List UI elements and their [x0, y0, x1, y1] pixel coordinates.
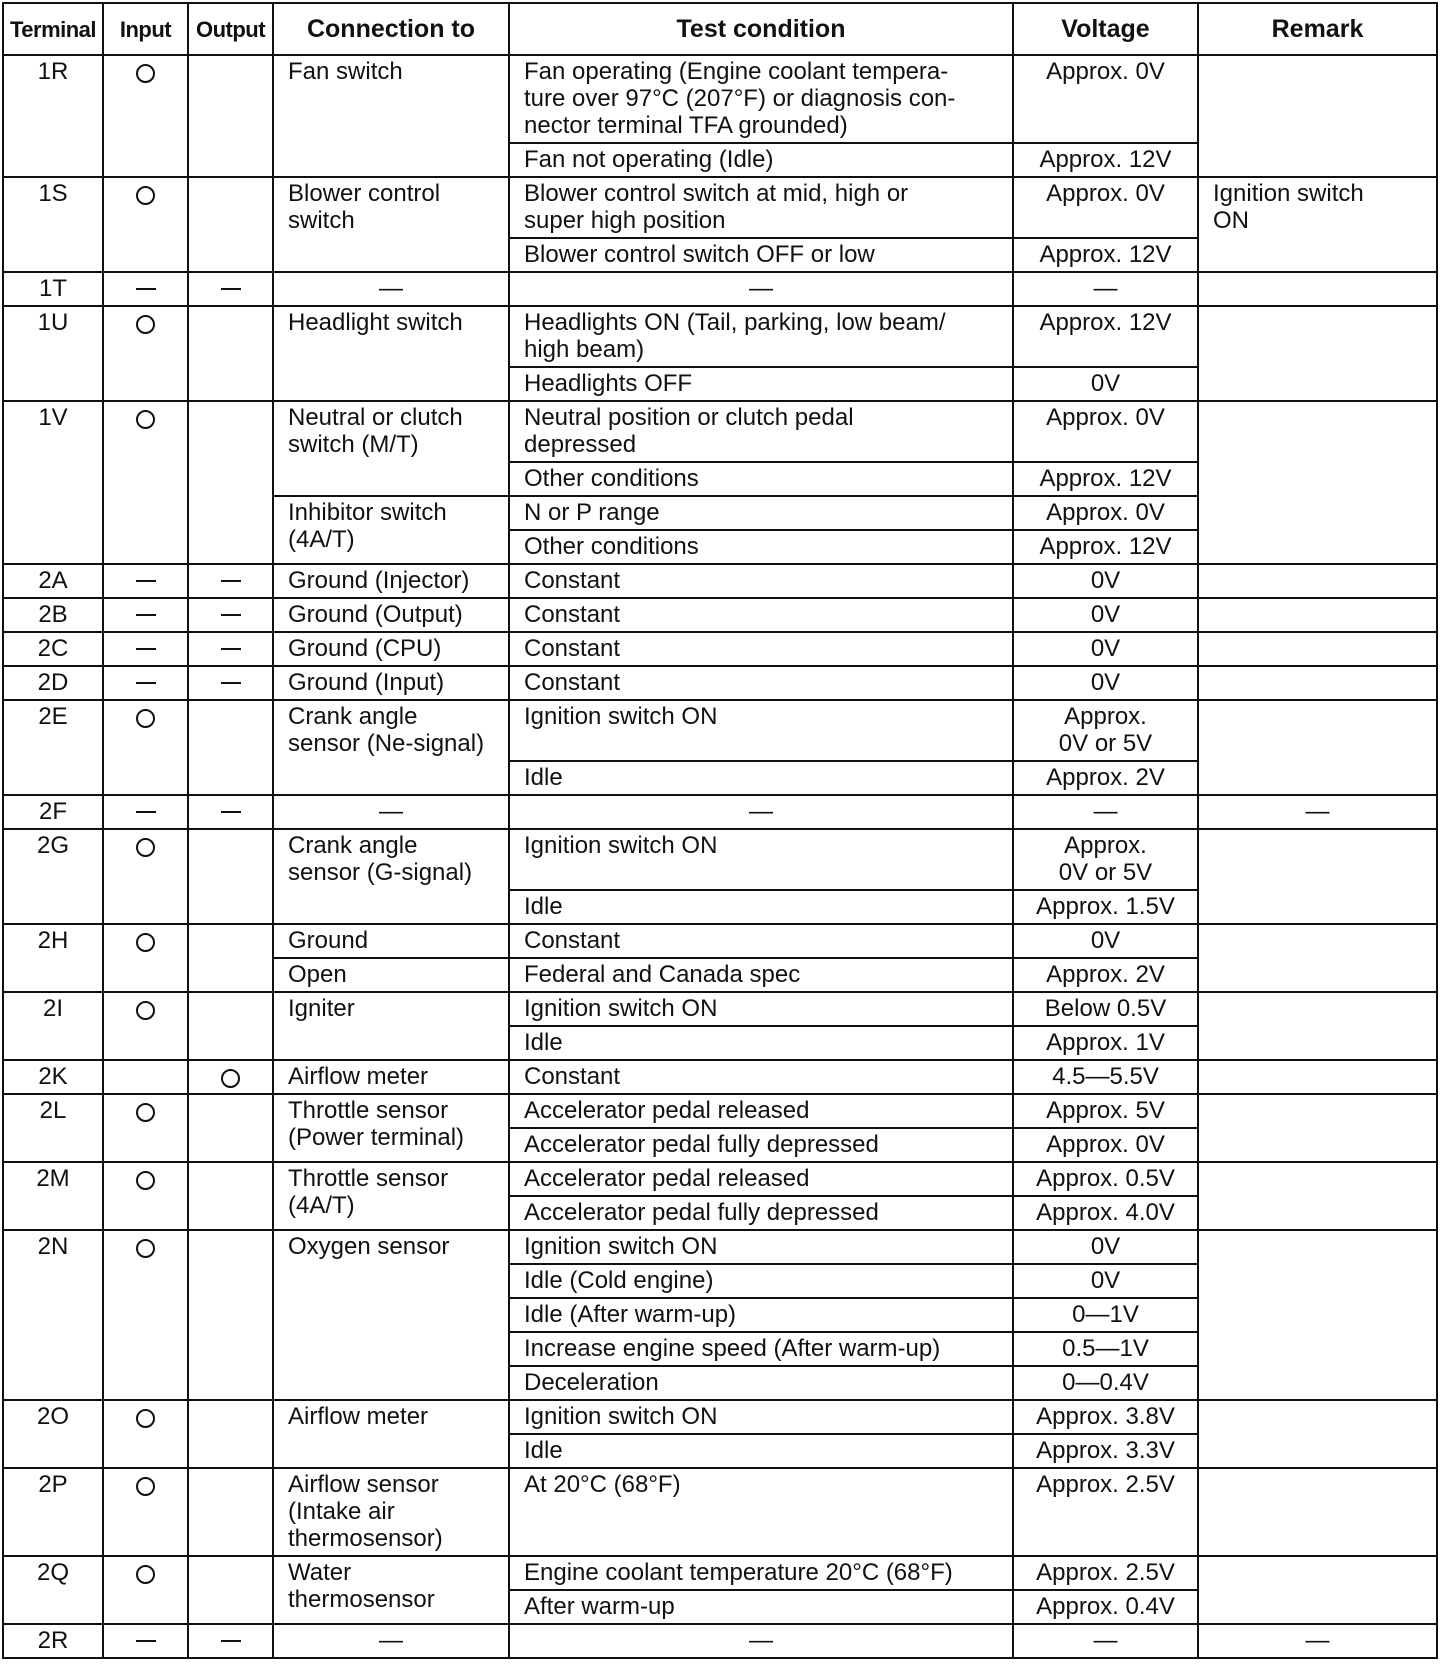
voltage-cell: Approx. 0V [1013, 496, 1198, 530]
terminal-cell: 1R [3, 55, 103, 177]
output-cell [188, 1556, 273, 1624]
remark-cell: — [1198, 1624, 1437, 1658]
table-row [3, 306, 1437, 367]
connection-cell [273, 1556, 509, 1624]
output-dash [221, 682, 241, 684]
output-cell [188, 1060, 273, 1094]
table-row [3, 700, 1437, 761]
header-terminal: Terminal [3, 3, 103, 55]
voltage-cell: Approx. 2V [1013, 958, 1198, 992]
table-row [3, 1230, 1437, 1264]
table-row [3, 1400, 1437, 1434]
remark-cell [1198, 632, 1437, 666]
output-cell [188, 564, 273, 598]
remark-cell [1198, 564, 1437, 598]
test-condition-cell: Accelerator pedal released [509, 1162, 1013, 1196]
terminal-cell: 2K [3, 1060, 103, 1094]
test-condition-cell [509, 306, 1013, 367]
connection-line: Inhibitor switch [288, 499, 447, 526]
test-condition-cell: Accelerator pedal fully depressed [509, 1128, 1013, 1162]
table-row [3, 272, 1437, 306]
voltage-cell: Approx. 12V [1013, 462, 1198, 496]
connection-line: Blower control [288, 180, 441, 207]
input-mark [136, 709, 155, 728]
input-cell [103, 992, 188, 1060]
terminal-cell: 2Q [3, 1556, 103, 1624]
input-cell [103, 924, 188, 992]
output-cell [188, 632, 273, 666]
terminal-cell: 2F [3, 795, 103, 829]
input-mark [136, 64, 155, 83]
connection-line: switch (M/T) [288, 431, 419, 458]
input-mark [136, 1565, 155, 1584]
connection-cell: Ground (Output) [273, 598, 509, 632]
output-cell [188, 177, 273, 272]
input-mark [136, 1103, 155, 1122]
connection-cell: Igniter [273, 992, 509, 1060]
table-row [3, 1060, 1437, 1094]
voltage-cell: 0V [1013, 598, 1198, 632]
test-condition-cell: Constant [509, 666, 1013, 700]
connection-cell [273, 829, 509, 924]
connection-cell: Open [273, 958, 509, 992]
connection-cell: Oxygen sensor [273, 1230, 509, 1400]
connection-cell [273, 1468, 509, 1556]
remark-line: ON [1213, 207, 1249, 234]
voltage-cell: Approx. 0V [1013, 401, 1198, 462]
header-voltage: Voltage [1013, 3, 1198, 55]
terminal-cell: 2H [3, 924, 103, 992]
test-condition-cell: Accelerator pedal released [509, 1094, 1013, 1128]
input-dash [136, 580, 156, 582]
input-cell [103, 401, 188, 564]
connection-cell: Airflow meter [273, 1400, 509, 1468]
voltage-cell: — [1013, 272, 1198, 306]
input-cell [103, 1468, 188, 1556]
connection-line: Throttle sensor [288, 1097, 449, 1124]
test-condition-cell: Constant [509, 564, 1013, 598]
voltage-cell: Approx. 2.5V [1013, 1556, 1198, 1590]
test-condition-cell: Idle [509, 761, 1013, 795]
table-row [3, 177, 1437, 238]
test-condition-cell: Idle (Cold engine) [509, 1264, 1013, 1298]
test-condition-cell: Increase engine speed (After warm-up) [509, 1332, 1013, 1366]
terminal-cell: 2G [3, 829, 103, 924]
input-dash [136, 648, 156, 650]
input-mark [136, 1239, 155, 1258]
table-row [3, 632, 1437, 666]
voltage-cell: Approx. 0.5V [1013, 1162, 1198, 1196]
connection-line: sensor (G-signal) [288, 859, 473, 886]
voltage-cell: 0V [1013, 564, 1198, 598]
test-condition-cell: Ignition switch ON [509, 992, 1013, 1026]
output-mark [221, 1069, 240, 1088]
voltage-cell: Approx. 2.5V [1013, 1468, 1198, 1556]
remark-cell [1198, 700, 1437, 795]
test-condition-line: Neutral position or clutch pedal [524, 404, 854, 431]
input-mark [136, 410, 155, 429]
voltage-cell: 0V [1013, 1264, 1198, 1298]
table-row [3, 1624, 1437, 1658]
voltage-cell: 0V [1013, 666, 1198, 700]
voltage-cell: Approx. 3.8V [1013, 1400, 1198, 1434]
input-dash [136, 1640, 156, 1642]
voltage-line: Approx. [1064, 832, 1147, 859]
input-mark [136, 1409, 155, 1428]
connection-cell: Ground (Injector) [273, 564, 509, 598]
table-row [3, 1468, 1437, 1556]
voltage-line: Approx. [1064, 703, 1147, 730]
output-cell [188, 829, 273, 924]
test-condition-cell: Fan not operating (Idle) [509, 143, 1013, 177]
input-cell [103, 666, 188, 700]
remark-cell [1198, 666, 1437, 700]
output-cell [188, 401, 273, 564]
test-condition-cell: Accelerator pedal fully depressed [509, 1196, 1013, 1230]
test-condition-line: depressed [524, 431, 637, 458]
terminal-cell: 2I [3, 992, 103, 1060]
remark-cell [1198, 1162, 1437, 1230]
output-cell [188, 795, 273, 829]
output-cell [188, 1624, 273, 1658]
remark-cell [1198, 306, 1437, 401]
input-mark [136, 933, 155, 952]
terminal-cell: 2C [3, 632, 103, 666]
terminal-cell: 2E [3, 700, 103, 795]
test-condition-line: super high position [524, 207, 726, 234]
connection-line: Airflow sensor [288, 1471, 439, 1498]
terminal-cell: 1T [3, 272, 103, 306]
test-condition-cell: Other conditions [509, 462, 1013, 496]
test-condition-cell: Ignition switch ON [509, 829, 1013, 890]
output-cell [188, 666, 273, 700]
connection-line: Water [288, 1559, 352, 1586]
output-cell [188, 55, 273, 177]
table-row [3, 564, 1437, 598]
remark-cell [1198, 829, 1437, 924]
test-condition-cell [509, 401, 1013, 462]
voltage-cell: — [1013, 1624, 1198, 1658]
output-dash [221, 648, 241, 650]
remark-cell [1198, 924, 1437, 992]
test-condition-cell: Idle [509, 890, 1013, 924]
output-cell [188, 1230, 273, 1400]
terminal-cell: 1V [3, 401, 103, 564]
test-condition-line: nector terminal TFA grounded) [524, 112, 848, 139]
voltage-line: 0V or 5V [1058, 859, 1153, 886]
test-condition-cell: Deceleration [509, 1366, 1013, 1400]
connection-cell [273, 1094, 509, 1162]
input-dash [136, 811, 156, 813]
voltage-cell [1013, 829, 1198, 890]
test-condition-cell: At 20°C (68°F) [509, 1468, 1013, 1556]
remark-cell [1198, 1556, 1437, 1624]
input-mark [136, 838, 155, 857]
input-cell [103, 564, 188, 598]
terminal-cell: 2M [3, 1162, 103, 1230]
output-dash [221, 1640, 241, 1642]
voltage-cell: Approx. 2V [1013, 761, 1198, 795]
test-condition-cell: Headlights OFF [509, 367, 1013, 401]
terminal-voltage-table [2, 2, 1438, 1659]
test-condition-cell: Idle [509, 1434, 1013, 1468]
input-dash [136, 288, 156, 290]
test-condition-cell [509, 177, 1013, 238]
header-remark: Remark [1198, 3, 1437, 55]
output-dash [221, 580, 241, 582]
connection-line: thermosensor) [288, 1525, 443, 1552]
voltage-cell: Approx. 12V [1013, 143, 1198, 177]
input-cell [103, 272, 188, 306]
terminal-cell: 2A [3, 564, 103, 598]
input-cell [103, 1400, 188, 1468]
voltage-cell: Approx. 0V [1013, 177, 1198, 238]
test-condition-cell: Engine coolant temperature 20°C (68°F) [509, 1556, 1013, 1590]
terminal-cell: 2O [3, 1400, 103, 1468]
terminal-cell: 1S [3, 177, 103, 272]
voltage-cell: Approx. 1.5V [1013, 890, 1198, 924]
output-dash [221, 288, 241, 290]
voltage-cell: Approx. 5V [1013, 1094, 1198, 1128]
terminal-cell: 1U [3, 306, 103, 401]
test-condition-cell [509, 55, 1013, 143]
input-cell [103, 1162, 188, 1230]
test-condition-cell: After warm-up [509, 1590, 1013, 1624]
test-condition-cell: Constant [509, 1060, 1013, 1094]
terminal-cell: 2D [3, 666, 103, 700]
table-row [3, 401, 1437, 462]
test-condition-line: Blower control switch at mid, high or [524, 180, 909, 207]
test-condition-cell: Ignition switch ON [509, 1230, 1013, 1264]
test-condition-cell: Idle [509, 1026, 1013, 1060]
connection-cell: — [273, 1624, 509, 1658]
table-row [3, 795, 1437, 829]
connection-cell: Airflow meter [273, 1060, 509, 1094]
input-cell [103, 177, 188, 272]
remark-cell [1198, 1468, 1437, 1556]
header-connection: Connection to [273, 3, 509, 55]
test-condition-cell: N or P range [509, 496, 1013, 530]
connection-line: (4A/T) [288, 526, 355, 553]
voltage-cell: — [1013, 795, 1198, 829]
voltage-cell: 0V [1013, 367, 1198, 401]
output-cell [188, 598, 273, 632]
voltage-cell: Approx. 0V [1013, 1128, 1198, 1162]
header-output: Output [188, 3, 273, 55]
connection-cell: Ground (CPU) [273, 632, 509, 666]
table-row [3, 55, 1437, 143]
header-test-condition: Test condition [509, 3, 1013, 55]
remark-cell: — [1198, 795, 1437, 829]
input-cell [103, 829, 188, 924]
test-condition-cell: Blower control switch OFF or low [509, 238, 1013, 272]
table-row [3, 829, 1437, 890]
table-row [3, 666, 1437, 700]
connection-cell [273, 1162, 509, 1230]
table-row [3, 1556, 1437, 1590]
test-condition-cell: Ignition switch ON [509, 700, 1013, 761]
connection-line: Throttle sensor [288, 1165, 449, 1192]
voltage-cell [1013, 700, 1198, 761]
remark-cell [1198, 177, 1437, 272]
remark-line: Ignition switch [1213, 180, 1364, 207]
remark-cell [1198, 401, 1437, 564]
input-cell [103, 55, 188, 177]
terminal-voltage-sheet [2, 2, 1436, 1670]
connection-cell: Ground (Input) [273, 666, 509, 700]
test-condition-cell: Other conditions [509, 530, 1013, 564]
test-condition-line: Headlights ON (Tail, parking, low beam/ [524, 309, 946, 336]
voltage-cell: 0V [1013, 1230, 1198, 1264]
terminal-cell: 2N [3, 1230, 103, 1400]
connection-line: switch [288, 207, 355, 234]
connection-cell [273, 700, 509, 795]
output-cell [188, 924, 273, 992]
remark-cell [1198, 55, 1437, 177]
connection-cell: Fan switch [273, 55, 509, 177]
output-cell [188, 306, 273, 401]
output-cell [188, 1094, 273, 1162]
input-dash [136, 682, 156, 684]
remark-cell [1198, 1060, 1437, 1094]
connection-cell [273, 177, 509, 272]
connection-line: (Power terminal) [288, 1124, 465, 1151]
input-cell [103, 1060, 188, 1094]
input-cell [103, 1230, 188, 1400]
voltage-cell: 4.5—5.5V [1013, 1060, 1198, 1094]
test-condition-cell: — [509, 795, 1013, 829]
voltage-cell: Approx. 12V [1013, 530, 1198, 564]
output-cell [188, 700, 273, 795]
input-cell [103, 1556, 188, 1624]
output-dash [221, 614, 241, 616]
test-condition-cell: Constant [509, 598, 1013, 632]
connection-line: (Intake air [288, 1498, 395, 1525]
input-cell [103, 795, 188, 829]
test-condition-cell: — [509, 1624, 1013, 1658]
connection-cell [273, 496, 509, 564]
voltage-cell: 0.5—1V [1013, 1332, 1198, 1366]
input-mark [136, 1171, 155, 1190]
input-mark [136, 315, 155, 334]
voltage-cell: Approx. 0.4V [1013, 1590, 1198, 1624]
voltage-cell: 0V [1013, 924, 1198, 958]
input-cell [103, 632, 188, 666]
voltage-cell: Approx. 0V [1013, 55, 1198, 143]
terminal-cell: 2L [3, 1094, 103, 1162]
connection-cell: — [273, 272, 509, 306]
test-condition-cell: Ignition switch ON [509, 1400, 1013, 1434]
input-mark [136, 1477, 155, 1496]
header-row [3, 3, 1437, 55]
terminal-cell: 2P [3, 1468, 103, 1556]
test-condition-line: high beam) [524, 336, 645, 363]
output-cell [188, 1162, 273, 1230]
voltage-cell: Approx. 1V [1013, 1026, 1198, 1060]
remark-cell [1198, 1400, 1437, 1468]
terminal-cell: 2R [3, 1624, 103, 1658]
voltage-cell: 0—1V [1013, 1298, 1198, 1332]
table-row [3, 1094, 1437, 1128]
terminal-cell: 2B [3, 598, 103, 632]
remark-cell [1198, 1230, 1437, 1400]
input-cell [103, 1624, 188, 1658]
voltage-line: 0V or 5V [1058, 730, 1153, 757]
test-condition-line: Fan operating (Engine coolant tempera- [524, 58, 949, 85]
connection-line: Crank angle [288, 703, 418, 730]
connection-line: (4A/T) [288, 1192, 355, 1219]
test-condition-cell: — [509, 272, 1013, 306]
remark-cell [1198, 992, 1437, 1060]
voltage-cell: Approx. 4.0V [1013, 1196, 1198, 1230]
remark-cell [1198, 1094, 1437, 1162]
table-row [3, 1162, 1437, 1196]
connection-line: sensor (Ne-signal) [288, 730, 485, 757]
input-cell [103, 700, 188, 795]
test-condition-cell: Constant [509, 924, 1013, 958]
voltage-cell: Approx. 12V [1013, 306, 1198, 367]
remark-cell [1198, 272, 1437, 306]
input-cell [103, 1094, 188, 1162]
connection-line: thermosensor [288, 1586, 435, 1613]
output-cell [188, 992, 273, 1060]
table-row [3, 924, 1437, 958]
connection-line: Neutral or clutch [288, 404, 463, 431]
test-condition-cell: Constant [509, 632, 1013, 666]
input-cell [103, 306, 188, 401]
connection-cell: Headlight switch [273, 306, 509, 401]
test-condition-cell: Idle (After warm-up) [509, 1298, 1013, 1332]
remark-cell [1198, 598, 1437, 632]
test-condition-cell: Federal and Canada spec [509, 958, 1013, 992]
test-condition-line: ture over 97°C (207°F) or diagnosis con- [524, 85, 956, 112]
input-dash [136, 614, 156, 616]
output-dash [221, 811, 241, 813]
output-cell [188, 1400, 273, 1468]
connection-cell: Ground [273, 924, 509, 958]
connection-cell: — [273, 795, 509, 829]
connection-cell [273, 401, 509, 496]
voltage-cell: Below 0.5V [1013, 992, 1198, 1026]
input-cell [103, 598, 188, 632]
input-mark [136, 186, 155, 205]
voltage-cell: 0—0.4V [1013, 1366, 1198, 1400]
voltage-cell: 0V [1013, 632, 1198, 666]
output-cell [188, 272, 273, 306]
header-input: Input [103, 3, 188, 55]
voltage-cell: Approx. 3.3V [1013, 1434, 1198, 1468]
output-cell [188, 1468, 273, 1556]
table-row [3, 992, 1437, 1026]
connection-line: Crank angle [288, 832, 418, 859]
table-row [3, 598, 1437, 632]
voltage-cell: Approx. 12V [1013, 238, 1198, 272]
input-mark [136, 1001, 155, 1020]
